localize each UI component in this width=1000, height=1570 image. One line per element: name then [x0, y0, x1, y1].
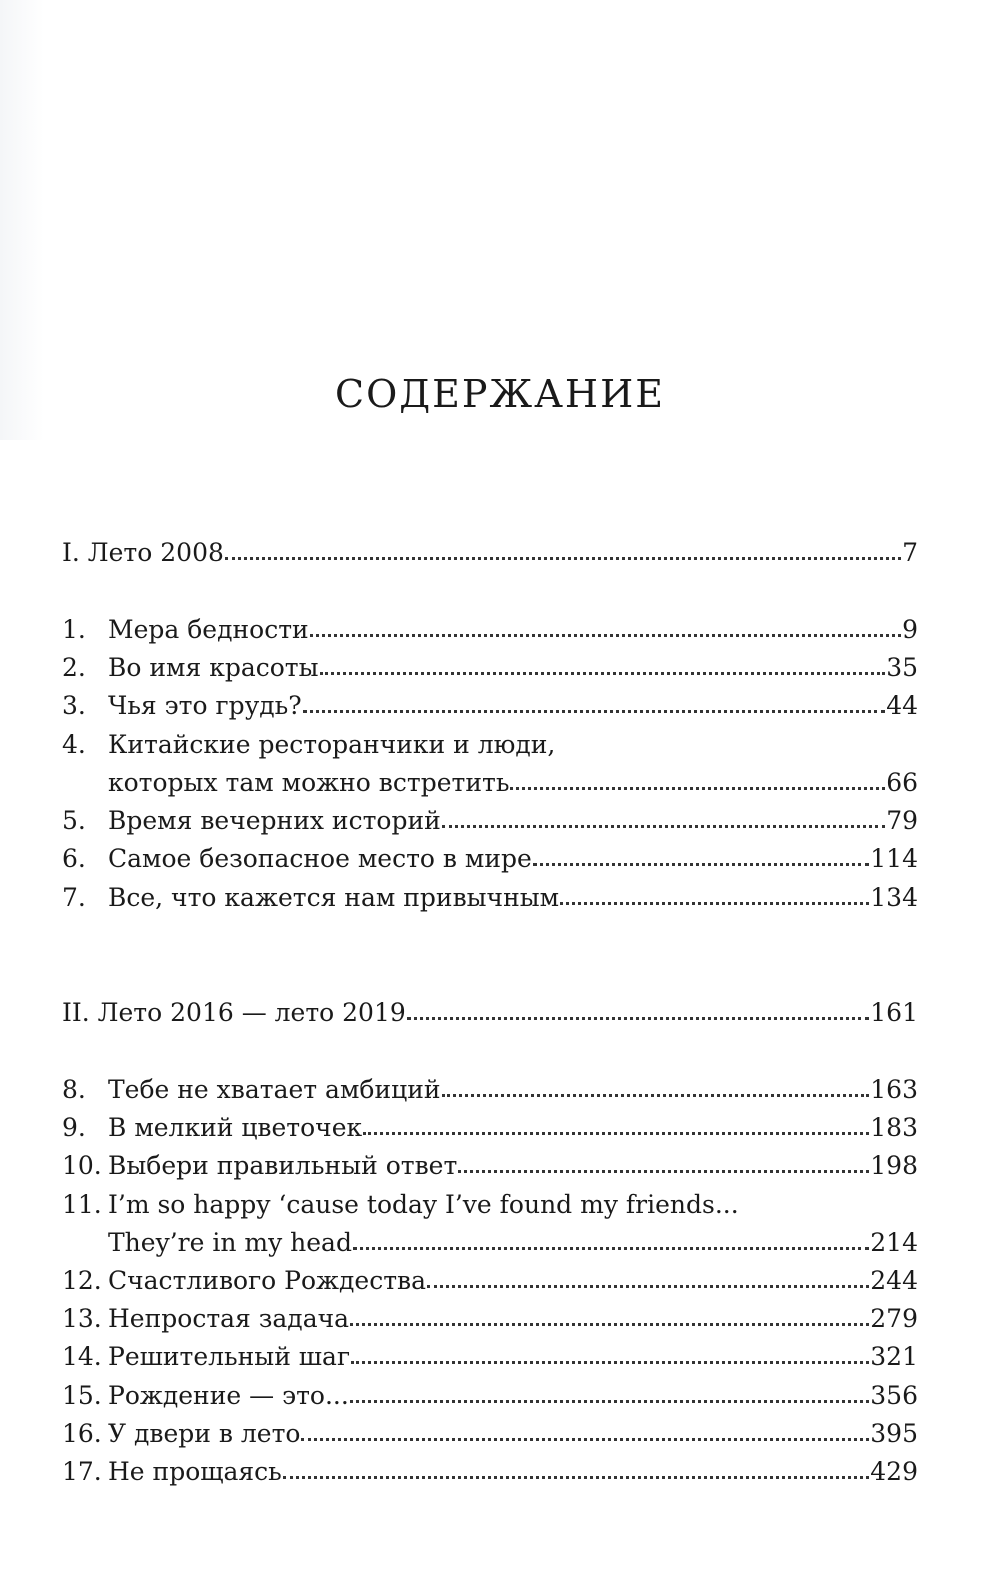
chapter-page-number: 9	[902, 615, 918, 644]
chapter-title: Решительный шаг	[108, 1342, 351, 1371]
chapter-title: Выбери правильный ответ	[108, 1151, 458, 1180]
chapter-title: Чья это грудь?	[108, 691, 302, 720]
toc-entry	[62, 841, 918, 877]
toc-entry	[62, 650, 918, 686]
chapter-page-number: 114	[870, 844, 918, 873]
chapter-number: 7.	[62, 883, 86, 912]
chapter-title: Рождение — это...	[108, 1381, 349, 1410]
chapter-page-number: 214	[870, 1228, 918, 1257]
chapter-title: Самое безопасное место в мире	[108, 844, 532, 873]
toc-entry	[62, 1454, 918, 1490]
dot-leader	[301, 1437, 869, 1441]
chapter-title: Непростая задача	[108, 1304, 350, 1333]
chapter-title: They’re in my head	[108, 1228, 352, 1257]
dot-leader	[533, 862, 869, 866]
dot-leader	[310, 633, 901, 637]
chapter-number: 14.	[62, 1342, 102, 1371]
part-label: II. Лето 2016 — лето 2019	[62, 998, 406, 1027]
toc-entry	[62, 880, 918, 916]
dot-leader	[510, 786, 885, 790]
dot-leader	[560, 901, 869, 905]
dot-leader	[351, 1360, 869, 1364]
chapter-title: Счастливого Рождества	[108, 1266, 427, 1295]
dot-leader	[458, 1169, 869, 1173]
toc-entry	[62, 1339, 918, 1375]
toc-entry-first-line	[62, 727, 918, 763]
chapter-title: Мера бедности	[108, 615, 309, 644]
dot-leader	[225, 556, 901, 560]
toc-entry	[62, 1110, 918, 1146]
chapter-page-number: 134	[870, 883, 918, 912]
chapter-title: Все, что кажется нам привычным	[108, 883, 560, 912]
toc-part-1	[62, 535, 918, 571]
chapter-number: 2.	[62, 653, 86, 682]
chapter-number: 12.	[62, 1266, 102, 1295]
dot-leader	[427, 1284, 869, 1288]
chapter-page-number: 244	[870, 1266, 918, 1295]
chapter-page-number: 429	[870, 1457, 918, 1486]
chapter-title: Тебе не хватает амбиций	[108, 1075, 441, 1104]
dot-leader	[283, 1475, 869, 1479]
toc-entry	[62, 803, 918, 839]
toc-entry	[62, 1225, 918, 1261]
chapter-number: 5.	[62, 806, 86, 835]
dot-leader	[407, 1016, 870, 1020]
toc-entry	[62, 1263, 918, 1299]
dot-leader	[363, 1131, 869, 1135]
chapter-title: У двери в лето	[108, 1419, 301, 1448]
toc-entry	[62, 1301, 918, 1337]
chapter-page-number: 35	[886, 653, 918, 682]
toc-entry	[62, 1378, 918, 1414]
chapter-page-number: 66	[886, 768, 918, 797]
chapter-title-line1: I’m so happy ‘cause today I’ve found my friends...	[108, 1190, 739, 1219]
chapter-page-number: 44	[886, 691, 918, 720]
chapter-number: 1.	[62, 615, 86, 644]
toc-entry-first-line	[62, 1187, 918, 1223]
chapter-page-number: 163	[870, 1075, 918, 1104]
toc-entry	[62, 1072, 918, 1108]
toc-entry	[62, 1148, 918, 1184]
dot-leader	[353, 1246, 869, 1250]
chapter-page-number: 198	[870, 1151, 918, 1180]
dot-leader	[350, 1322, 869, 1326]
chapter-number: 6.	[62, 844, 86, 873]
chapter-page-number: 321	[870, 1342, 918, 1371]
chapter-page-number: 395	[870, 1419, 918, 1448]
chapter-page-number: 183	[870, 1113, 918, 1142]
toc-entry	[62, 612, 918, 648]
chapter-number: 9.	[62, 1113, 86, 1142]
toc-part-2	[62, 995, 918, 1031]
page-title: СОДЕРЖАНИЕ	[335, 372, 665, 416]
toc-entry	[62, 1416, 918, 1452]
chapter-number: 10.	[62, 1151, 102, 1180]
chapter-title-line1: Китайские ресторанчики и люди,	[108, 730, 556, 759]
chapter-number: 4.	[62, 730, 86, 759]
chapter-number: 3.	[62, 691, 86, 720]
part-page-number: 161	[870, 998, 918, 1027]
dot-leader	[442, 824, 885, 828]
toc-entry	[62, 688, 918, 724]
chapter-number: 13.	[62, 1304, 102, 1333]
chapter-page-number: 79	[886, 806, 918, 835]
chapter-page-number: 279	[870, 1304, 918, 1333]
chapter-title: которых там можно встретить	[108, 768, 510, 797]
chapter-number: 17.	[62, 1457, 102, 1486]
chapter-title: Не прощаясь	[108, 1457, 282, 1486]
chapter-title: В мелкий цветочек	[108, 1113, 363, 1142]
part-label: I. Лето 2008	[62, 538, 224, 567]
chapter-number: 16.	[62, 1419, 102, 1448]
dot-leader	[303, 709, 885, 713]
chapter-number: 8.	[62, 1075, 86, 1104]
chapter-number: 15.	[62, 1381, 102, 1410]
chapter-page-number: 356	[870, 1381, 918, 1410]
toc-entry	[62, 765, 918, 801]
chapter-number: 11.	[62, 1190, 102, 1219]
dot-leader	[320, 671, 886, 675]
dot-leader	[350, 1399, 869, 1403]
part-page-number: 7	[902, 538, 918, 567]
dot-leader	[442, 1093, 870, 1097]
chapter-title: Время вечерних историй	[108, 806, 441, 835]
chapter-title: Во имя красоты	[108, 653, 319, 682]
